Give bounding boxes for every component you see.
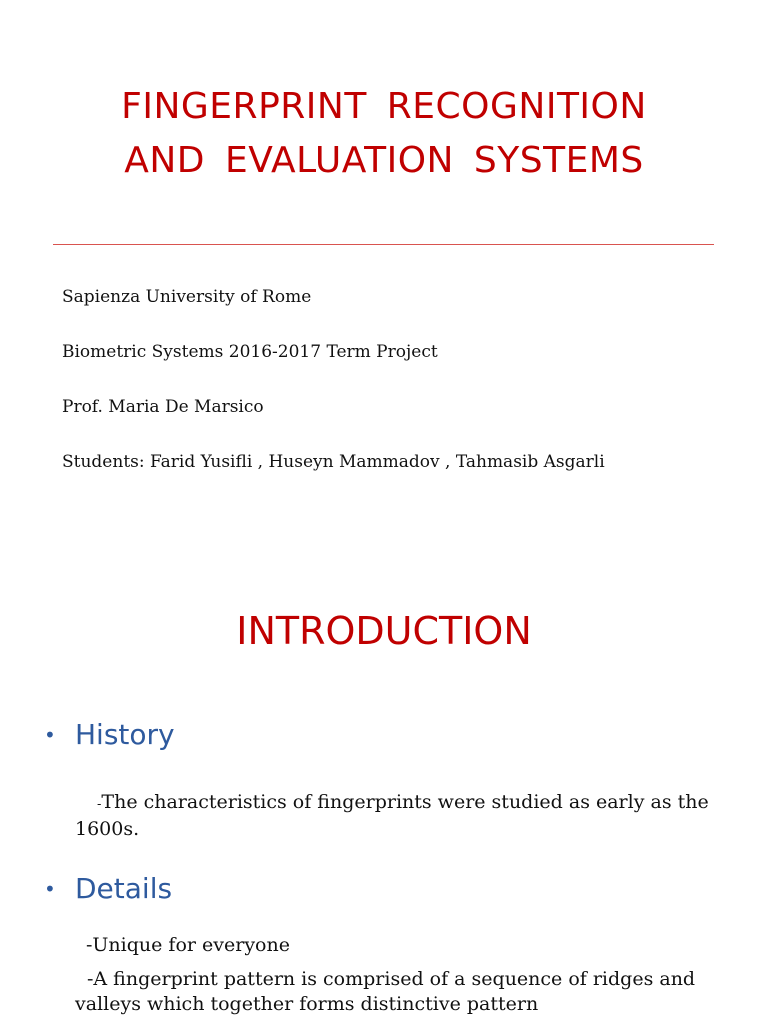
bullet-dot-icon: • bbox=[44, 876, 56, 901]
section-title: INTRODUCTION bbox=[236, 609, 532, 653]
bullet-label-history: History bbox=[75, 718, 175, 751]
title-line-2: AND EVALUATION SYSTEMS bbox=[124, 140, 644, 181]
professor-text: Prof. Maria De Marsico bbox=[62, 397, 264, 417]
history-paragraph bbox=[75, 790, 735, 842]
bullet-details bbox=[44, 872, 172, 905]
bullet-history bbox=[44, 718, 175, 751]
students-text: Students: Farid Yusifli , Huseyn Mammadov , Tahmasib Asgarli bbox=[62, 452, 605, 472]
history-dash: - bbox=[97, 797, 102, 812]
details-item-1: -Unique for everyone bbox=[86, 934, 290, 956]
title-divider bbox=[53, 244, 714, 245]
title-line-1: FINGERPRINT RECOGNITION bbox=[121, 86, 647, 127]
university-text: Sapienza University of Rome bbox=[62, 287, 312, 307]
history-text: The characteristics of fingerprints were studied as early as the 1600s. bbox=[75, 791, 709, 840]
bullet-label-details: Details bbox=[75, 872, 173, 905]
bullet-dot-icon: • bbox=[44, 722, 56, 747]
course-text: Biometric Systems 2016-2017 Term Project bbox=[62, 342, 438, 362]
details-item-2: -A fingerprint pattern is comprised of a sequence of ridges and valleys which together forms distinctive pattern bbox=[75, 968, 696, 1015]
